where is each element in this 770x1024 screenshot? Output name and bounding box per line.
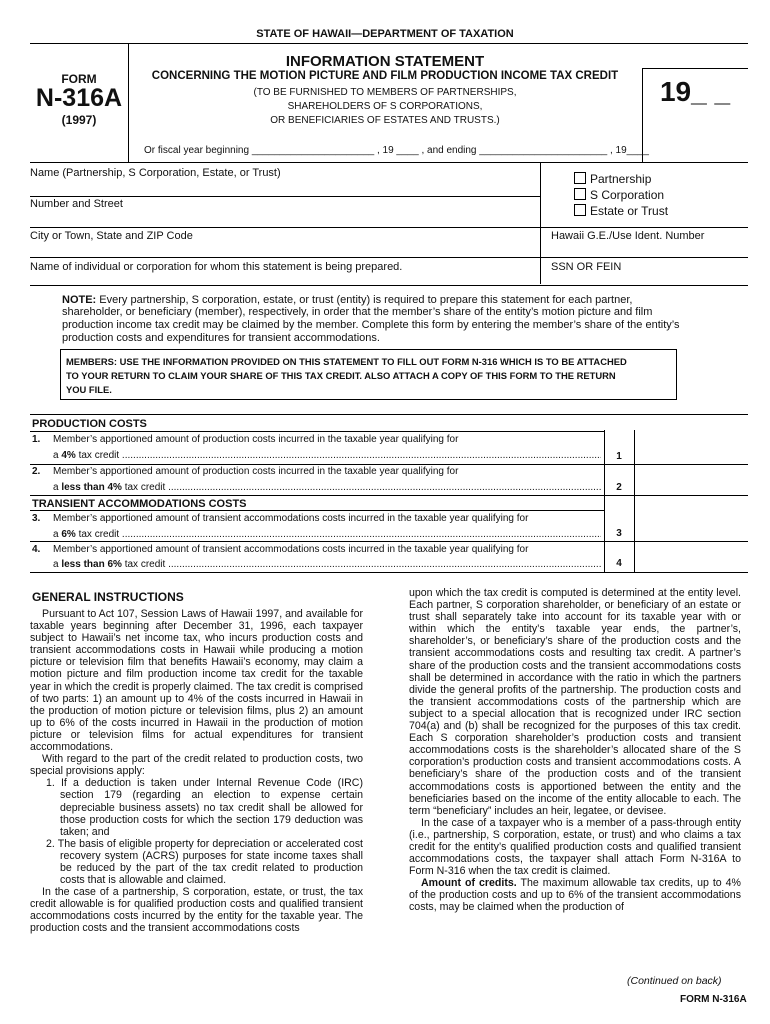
estate-trust-checkbox[interactable] <box>574 204 586 216</box>
line-4-description-cont: a less than 6% tax credit ..... <box>53 559 601 570</box>
line-1-description-cont: a 4% tax credit ..... <box>53 450 601 461</box>
furnish-line: SHAREHOLDERS OF S CORPORATIONS, <box>287 101 483 112</box>
ssn-fein-input[interactable] <box>545 272 745 284</box>
divider <box>30 495 748 496</box>
amount-credits-text: The maximum allowable tax credits, up to 4% of the production costs and up to 6% of the transient accommodations costs, may be claimed when the production of <box>409 877 741 914</box>
entity-name-input[interactable] <box>30 180 540 195</box>
estate-trust-option[interactable] <box>574 204 668 218</box>
continued-note: (Continued on back) <box>627 975 722 987</box>
form-number: N-316A <box>35 84 123 112</box>
note-line: production costs and expenditures for transient accommodations. <box>62 332 380 344</box>
agency-title: STATE OF HAWAII—DEPARTMENT OF TAXATION <box>256 28 514 40</box>
street-input[interactable] <box>30 212 540 226</box>
s-corporation-option[interactable] <box>574 188 664 202</box>
footer-form-id: FORM N-316A <box>680 994 747 1005</box>
line-4-box-number: 4 <box>616 558 622 569</box>
line-1-amount-input[interactable] <box>635 432 748 464</box>
partnership-checkbox[interactable] <box>574 172 586 184</box>
instructions-paragraph: In the case of a taxpayer who is a member of a pass-through entity (i.e., partnership, S corporation, estate, or trust) and who claims a tax credit for the entity’s qualified production costs and qualified transient accommodations costs, the taxpayer shall attach Form N-316A to Form N-316 when the tax credit is claimed. <box>409 816 741 878</box>
divider <box>30 162 748 163</box>
line-1-description: Member’s apportioned amount of production costs incurred in the taxable year qualifying for <box>53 434 459 445</box>
line-3-box-number: 3 <box>616 528 622 539</box>
city-label: City or Town, State and ZIP Code <box>30 230 193 242</box>
divider <box>30 414 748 415</box>
form-title: INFORMATION STATEMENT <box>285 53 485 70</box>
line-number: 1. <box>32 434 41 445</box>
line-2-amount-input[interactable] <box>635 465 748 495</box>
note-line <box>62 294 632 306</box>
fiscal-year-line: Or fiscal year beginning ______________________ , 19 ____ , and ending _______________________ , 19____ <box>144 145 649 156</box>
divider <box>30 257 748 258</box>
ident-number-label: Hawaii G.E./Use Ident. Number <box>551 230 705 242</box>
city-input[interactable] <box>30 243 540 257</box>
members-instruction-line: YOU FILE. <box>66 384 112 395</box>
divider <box>30 227 748 228</box>
note-line: production income tax credit may be claimed by the member. Complete this form by entering the member’s share of the entity’s <box>62 319 680 331</box>
note-prefix: NOTE: <box>62 294 97 306</box>
section-heading-transient: TRANSIENT ACCOMMODATIONS COSTS <box>32 498 247 510</box>
instructions-heading: GENERAL INSTRUCTIONS <box>32 590 184 604</box>
amount-credits-heading: Amount of credits. <box>421 877 517 890</box>
instructions-paragraph: upon which the tax credit is computed is determined at the entity level. Each partner, S corporation shareholder, or beneficiary of an estate or trust shall separately take into account for its taxable year with or within which the entity’s taxable year ends, the partner’s, shareholder’s, or beneficiary’s share of the production costs and the transient accommodations costs and resulting tax credit. A partner’s share of the production costs and the transient accommodations costs shall be determined in accordance with the ratio in which the partners divide the general profits of the partnership. The production costs and the transient accommodations costs of the partnership which are subject to a special allocation that is recognized under IRC section 704(a) and (b) shall be recognized for the purposes of this tax credit. Each S corporation shareholder’s production costs and transient accommodations costs is the shareholder’s allocated share of the S corporation’s production costs and transient accommodations costs. A beneficiary’s share of the production costs and of the transient accommodations costs is apportioned between the entity and the beneficiaries based on the income of the entity allocable to each. The term “beneficiary” includes an heir, legatee, or devisee. <box>409 587 741 817</box>
members-instruction-line: MEMBERS: USE THE INFORMATION PROVIDED ON THIS STATEMENT TO FILL OUT FORM N-316 WHICH IS TO BE ATTACHED <box>66 356 627 367</box>
ident-number-input[interactable] <box>545 243 745 257</box>
divider <box>30 285 748 286</box>
section-heading-production: PRODUCTION COSTS <box>32 418 147 430</box>
s-corporation-label: S Corporation <box>590 188 665 202</box>
instructions-paragraph: Pursuant to Act 107, Session Laws of Hawaii 1997, and available for taxable years beginning after December 31, 1996, each taxpayer subject to Hawaii’s net income tax, who incurs production costs and transient accommodations costs in Hawaii while producing a motion picture or television film that benefits Hawaii’s economy, may claim a motion picture and film production income tax credit for the taxable year in which the credit is properly claimed. The tax credit is comprised of two parts: 1) an amount up to 4% of the costs incurred in Hawaii in the production of motion picture or television films, plus 2) an amount up to 6% of the costs incurred in Hawaii in the production of motion picture or television films for actual expenditures for transient accommodations. <box>30 608 363 754</box>
street-label: Number and Street <box>30 198 123 210</box>
instructions-paragraph <box>409 877 741 913</box>
divider <box>30 431 604 432</box>
line-3-amount-input[interactable] <box>635 511 748 541</box>
partnership-option[interactable] <box>574 172 651 186</box>
furnish-line: OR BENEFICIARIES OF ESTATES AND TRUSTS.) <box>270 115 500 126</box>
line-1-box-number: 1 <box>616 451 622 462</box>
member-name-input[interactable] <box>30 272 540 284</box>
divider <box>30 572 748 573</box>
form-year: (1997) <box>61 113 97 127</box>
entity-name-label: Name (Partnership, S Corporation, Estate, or Trust) <box>30 167 281 179</box>
divider <box>30 196 540 197</box>
instructions-paragraph: With regard to the part of the credit related to production costs, two special provisions apply: <box>30 753 363 778</box>
ssn-fein-label: SSN OR FEIN <box>551 261 622 273</box>
line-3-description: Member’s apportioned amount of transient accommodations costs incurred in the taxable year qualifying for <box>53 513 529 524</box>
line-2-description: Member’s apportioned amount of production costs incurred in the taxable year qualifying for <box>53 466 459 477</box>
line-4-description: Member’s apportioned amount of transient accommodations costs incurred in the taxable year qualifying for <box>53 544 529 555</box>
instructions-paragraph: In the case of a partnership, S corporation, estate, or trust, the tax credit allowable is for qualified production costs and qualified transient accommodations costs incurred by the entity for the taxable year. The production costs and the transient accommodations costs <box>30 886 363 935</box>
furnish-line: (TO BE FURNISHED TO MEMBERS OF PARTNERSHIPS, <box>253 87 517 98</box>
form-subtitle: CONCERNING THE MOTION PICTURE AND FILM PRODUCTION INCOME TAX CREDIT <box>151 70 619 82</box>
member-name-label: Name of individual or corporation for whom this statement is being prepared. <box>30 261 403 273</box>
divider <box>642 68 748 69</box>
s-corporation-checkbox[interactable] <box>574 188 586 200</box>
estate-trust-label: Estate or Trust <box>590 204 669 218</box>
divider <box>30 43 748 44</box>
line-2-box-number: 2 <box>616 482 622 493</box>
line-number: 3. <box>32 513 41 524</box>
line-number: 4. <box>32 544 41 555</box>
members-instruction-line: TO YOUR RETURN TO CLAIM YOUR SHARE OF THIS TAX CREDIT. ALSO ATTACH A COPY OF THIS FORM TO THE RETURN <box>66 370 616 381</box>
instructions-list-item: 2. The basis of eligible property for depreciation or accelerated cost recovery system (ACRS) purposes for state income taxes shall be reduced by the part of the tax credit related to production costs that is allowable and claimed. <box>46 837 363 887</box>
instructions-list-item: 1. If a deduction is taken under Internal Revenue Code (IRC) section 179 (regarding an election to expense certain depreciable business assets) no tax credit shall be allowed for those production costs for which the section 179 deduction was taken; and <box>46 777 363 838</box>
form-label: FORM <box>61 72 97 86</box>
note-line: shareholder, or beneficiary (member), respectively, in order that the member’s share of the entity’s motion picture and film <box>62 306 653 318</box>
line-2-description-cont: a less than 4% tax credit ..... <box>53 482 601 493</box>
tax-year: 19_ _ <box>659 76 731 107</box>
divider <box>30 510 604 511</box>
line-3-description-cont: a 6% tax credit ..... <box>53 529 601 540</box>
line-4-amount-input[interactable] <box>635 542 748 572</box>
divider <box>540 162 541 284</box>
instructions-right-column <box>409 587 741 914</box>
instructions-left-column <box>30 608 363 935</box>
partnership-label: Partnership <box>590 172 652 186</box>
line-number: 2. <box>32 466 41 477</box>
note-text: Every partnership, S corporation, estate, or trust (entity) is required to prepare this statement for each partner, <box>96 294 633 306</box>
